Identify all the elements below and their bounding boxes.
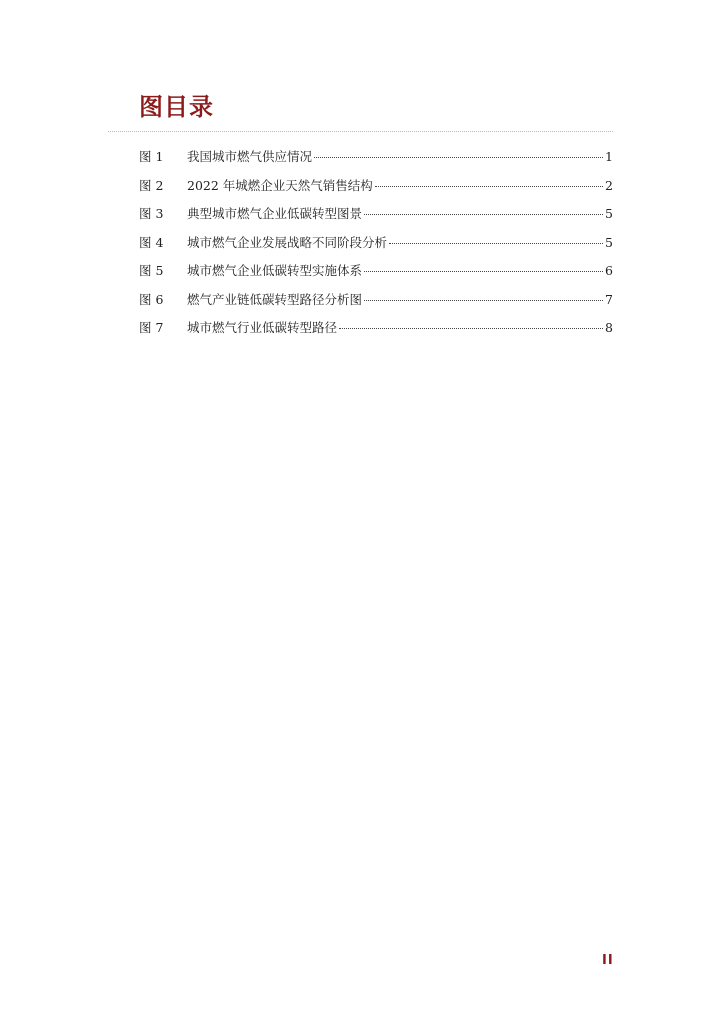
toc-entry-title: 我国城市燃气供应情况 — [187, 149, 313, 164]
toc-entry-title: 燃气产业链低碳转型路径分析图 — [187, 291, 363, 307]
toc-entry-page: 5 — [605, 234, 613, 250]
dot-leader — [364, 271, 603, 272]
page-title: 图目录 — [139, 93, 214, 121]
toc-entry-page: 6 — [605, 263, 613, 278]
toc-entry-page: 1 — [605, 149, 613, 164]
toc-entry-figure-5[interactable] — [139, 257, 613, 286]
dot-leader — [364, 214, 603, 215]
toc-entry-label: 图 1 — [139, 149, 164, 164]
toc-entry-figure-1[interactable] — [139, 143, 613, 172]
toc-entry-figure-4[interactable] — [139, 229, 613, 258]
figure-toc-list — [139, 143, 613, 343]
dot-leader — [339, 328, 603, 329]
toc-entry-label: 图 7 — [139, 320, 164, 335]
toc-entry-figure-7[interactable] — [139, 314, 613, 343]
toc-entry-label: 图 5 — [139, 263, 164, 278]
dot-leader — [314, 157, 603, 158]
toc-entry-figure-3[interactable] — [139, 200, 613, 229]
dot-leader — [375, 186, 603, 187]
toc-entry-page: 8 — [605, 320, 613, 335]
toc-entry-label: 图 2 — [139, 177, 164, 193]
toc-entry-title: 城市燃气行业低碳转型路径 — [187, 320, 338, 335]
dot-leader — [389, 243, 603, 244]
toc-entry-page: 5 — [605, 206, 613, 221]
toc-entry-title: 典型城市燃气企业低碳转型图景 — [187, 206, 363, 221]
toc-entry-title: 2022 年城燃企业天然气销售结构 — [187, 177, 373, 193]
toc-entry-label: 图 4 — [139, 234, 164, 250]
toc-entry-label: 图 3 — [139, 206, 164, 221]
dot-leader — [364, 300, 603, 301]
page-number: II — [602, 953, 614, 968]
toc-entry-title: 城市燃气企业低碳转型实施体系 — [187, 263, 363, 278]
toc-entry-page: 7 — [605, 291, 613, 307]
toc-entry-figure-6[interactable] — [139, 286, 613, 315]
toc-entry-figure-2[interactable] — [139, 172, 613, 201]
toc-entry-label: 图 6 — [139, 291, 164, 307]
title-divider — [108, 131, 613, 132]
toc-entry-title: 城市燃气企业发展战略不同阶段分析 — [187, 234, 388, 250]
toc-entry-page: 2 — [605, 177, 613, 193]
